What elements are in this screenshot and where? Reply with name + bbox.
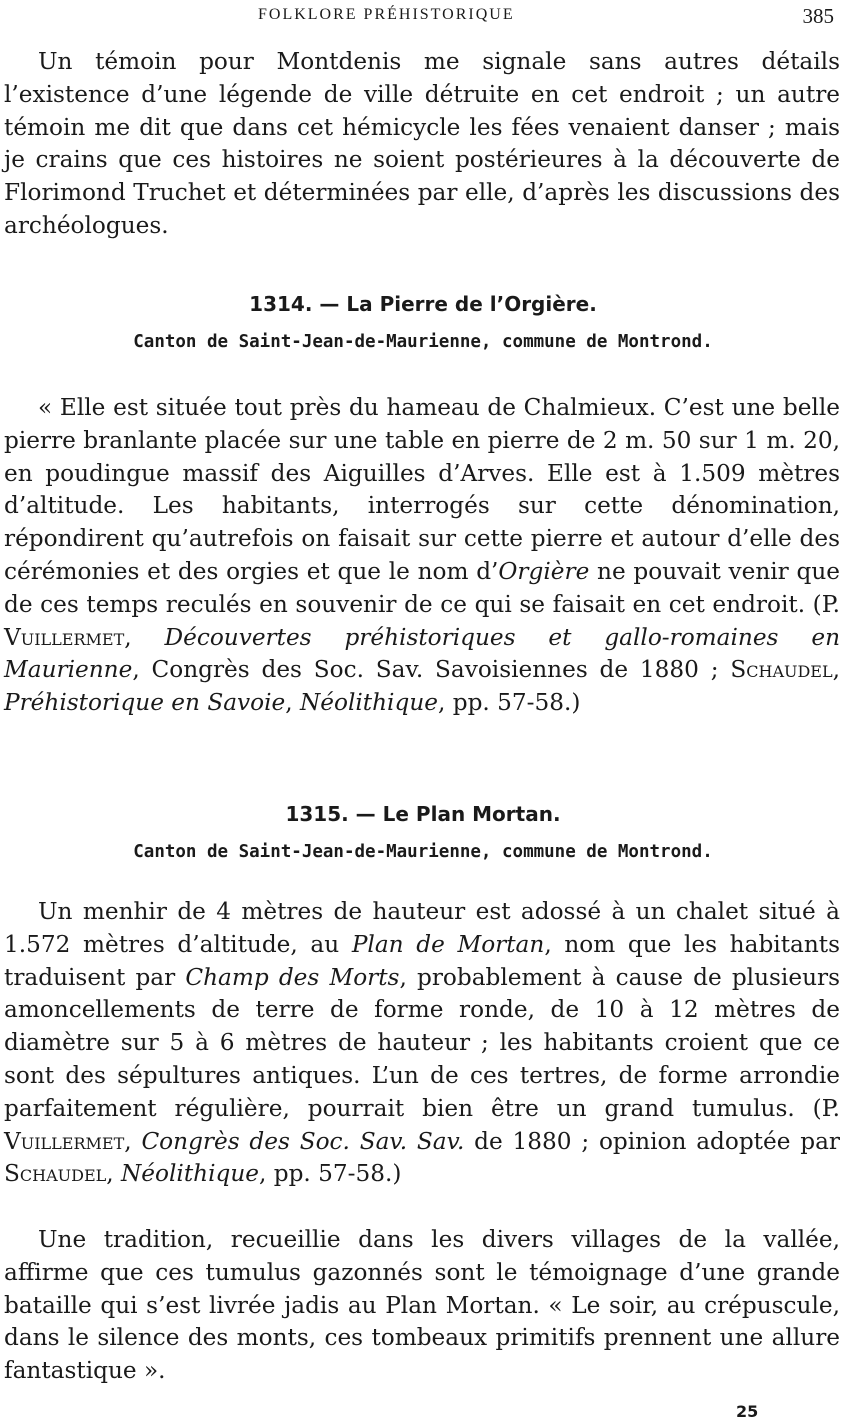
- section-1314-subtitle: Canton de Saint-Jean-de-Maurienne, commune de Montrond.: [133, 332, 713, 352]
- author-name: Vuillermet: [4, 1127, 125, 1155]
- page-number: 385: [802, 4, 834, 28]
- text-run: ,: [124, 1127, 142, 1155]
- text-run: , Congrès des Soc. Sav. Savoisiennes de 1880 ;: [132, 656, 731, 684]
- italic-term: Orgière: [498, 557, 590, 585]
- italic-term: Plan de Mortan: [351, 930, 545, 958]
- author-name: Schaudel: [730, 656, 833, 684]
- intro-paragraph: Un témoin pour Montdenis me signale sans autres détails l’existence d’une légende de ville détruite en cet endroit ; un autre témoin me dit que dans cet hémicycle les fées venaient danser ; mais je crains que ces histoires ne soient postérieures à la découverte de Florimond Truchet et déterminées par elle, d’après les discussions des archéologues.: [4, 48, 840, 239]
- text-run: ,: [124, 623, 165, 651]
- italic-term: Champ des Morts: [185, 963, 400, 991]
- text-run: ,: [832, 656, 840, 684]
- section-1315-number: 1315.: [285, 802, 349, 826]
- section-1314-title: La Pierre de l’Orgière.: [346, 292, 597, 316]
- text-run: , pp. 57-58.): [437, 689, 581, 717]
- text-run: de 1880 ; opinion adoptée par: [464, 1127, 841, 1155]
- author-name: Vuillermet: [4, 623, 125, 651]
- tradition-paragraph: Une tradition, recueillie dans les divers villages de la vallée, affirme que ces tumulus gazonnés sont le témoignage d’une grande bataille qui s’est livrée jadis au Plan Mortan. « Le soir, au crépuscule, dans le silence des monts, ces tombeaux primitifs prennent une allure fantastique ».: [4, 1226, 840, 1385]
- text-run: Un menhir de 4 mètres de hauteur est adossé à un chalet situé à 1.572 mètres d’altitude, au: [4, 898, 840, 958]
- text-run: , nom que les habitants traduisent par: [4, 930, 840, 991]
- section-1315-heading: [0, 802, 846, 826]
- work-title: Néolithique: [300, 689, 438, 717]
- section-1314-heading: [0, 292, 846, 316]
- section-1315-subtitle: Canton de Saint-Jean-de-Maurienne, commune de Montrond.: [133, 842, 713, 862]
- text-run: « Elle est située tout près du hameau de Chalmieux. C’est une belle pierre branlante placée sur une table en pierre de 2 m. 50 sur 1 m. 20, en poudingue massif des Aiguilles d’Arves. Elle est à 1.509 mètres d’altitude. Les habitants, interrogés sur cette dénomination, répondirent qu’autrefois on faisait sur cette pierre et autour d’elle des cérémonies et des orgies et que le nom d’: [4, 394, 840, 585]
- running-title: FOLKLORE PRÉHISTORIQUE: [258, 6, 515, 23]
- section-1315-dash: —: [348, 802, 383, 826]
- text-run: ,: [285, 689, 300, 717]
- section-1314-paragraph: [4, 392, 840, 720]
- section-1315-paragraph: [4, 896, 840, 1191]
- work-title: Congrès des Soc. Sav. Sav.: [141, 1127, 465, 1155]
- text-run: , pp. 57-58.): [259, 1160, 402, 1188]
- text-run: ,: [106, 1160, 122, 1188]
- work-title: Préhistorique en Savoie: [4, 689, 286, 717]
- section-1314-dash: —: [312, 292, 347, 316]
- work-title: Néolithique: [121, 1160, 259, 1188]
- section-1314-number: 1314.: [249, 292, 313, 316]
- author-name: Schaudel: [4, 1160, 107, 1188]
- running-head: [0, 4, 846, 28]
- work-title: Découvertes préhistoriques et gallo-romaines en Maurienne: [4, 623, 840, 684]
- signature-mark: 25: [736, 1402, 759, 1421]
- text-run: ne pouvait venir que de ces temps reculés en souvenir de ce qui se faisait en cet endroit. (P.: [4, 557, 840, 618]
- text-run: , probablement à cause de plusieurs amoncellements de terre de forme ronde, de 10 à 12 mètres de diamètre sur 5 à 6 mètres de hauteur ; les habitants croient que ce sont des sépultures antiques. L’un de ces tertres, de forme arrondie parfaitement régulière, pourrait bien être un grand tumulus. (P.: [4, 963, 840, 1122]
- section-1315-title: Le Plan Mortan.: [382, 802, 561, 826]
